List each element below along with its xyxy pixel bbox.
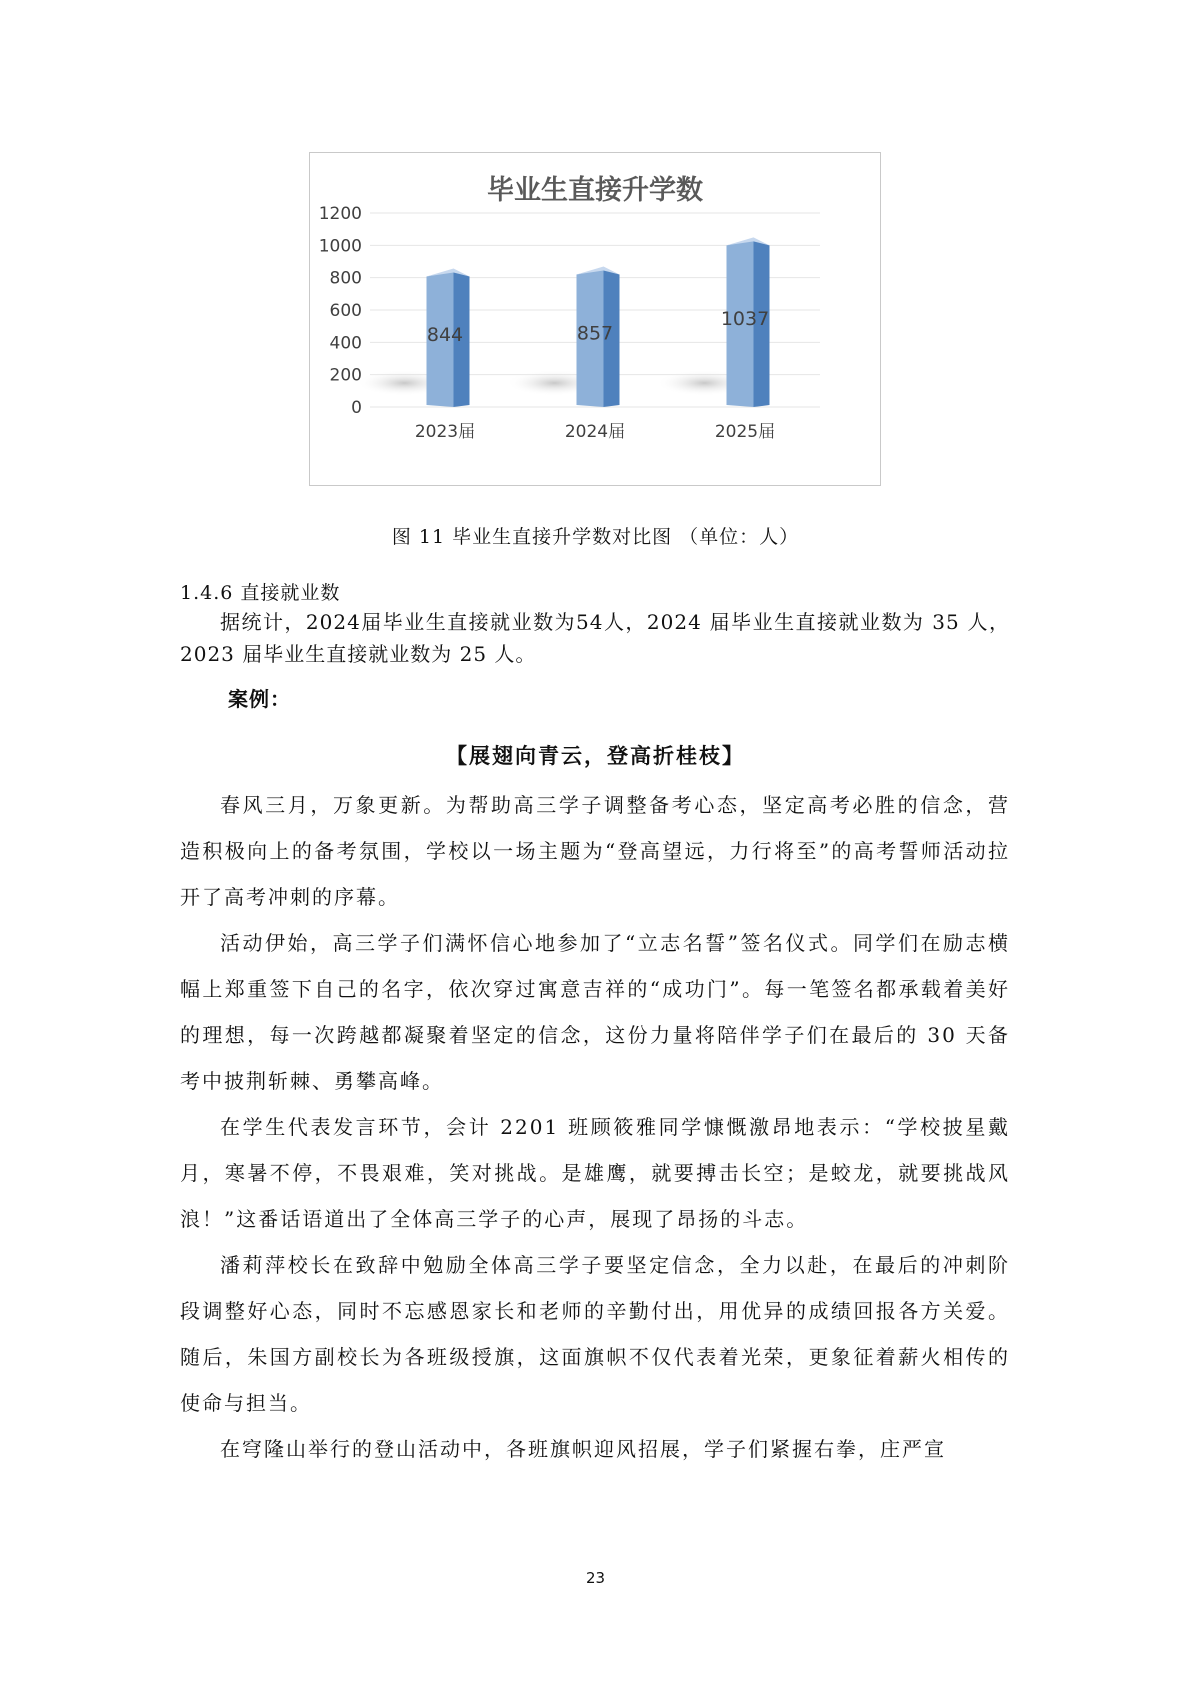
x-category-label: 2023届: [414, 422, 476, 442]
y-tick-label: 1200: [318, 204, 362, 224]
chart-title: 毕业生直接升学数: [487, 175, 703, 206]
case-label: 案例：: [228, 687, 291, 711]
y-tick-label: 200: [329, 365, 362, 386]
y-tick-label: 400: [329, 333, 362, 354]
stat-paragraph: 据统计，2024届毕业生直接就业数为54人，2024 届毕业生直接就业数为 35 人，2023 届毕业生直接就业数为 25 人。: [180, 610, 1010, 666]
y-tick-label: 800: [329, 268, 362, 289]
y-tick-label: 0: [351, 398, 362, 418]
bar-value-label: 844: [426, 323, 464, 346]
chart-container: [309, 152, 881, 486]
bar-value-label: 857: [576, 322, 614, 345]
section-heading: 1.4.6 直接就业数: [180, 582, 341, 604]
case-paragraph: 在穹隆山举行的登山活动中，各班旗帜迎风招展，学子们紧握右拳，庄严宣: [220, 1437, 946, 1461]
case-paragraph: 在学生代表发言环节，会计 2201 班顾筱雅同学慷慨激昂地表示：“学校披星戴月，寒暑不停，不畏艰难，笑对挑战。是雄鹰，就要搏击长空；是蛟龙，就要挑战风浪！”这番话语道出了全体高三学子的心声，展现了昂扬的斗志。: [180, 1115, 1010, 1231]
bar-chart: [310, 153, 880, 485]
y-tick-label: 600: [329, 301, 362, 321]
case-body: [180, 782, 1010, 1472]
y-tick-label: 1000: [318, 236, 362, 257]
case-paragraph: 活动伊始，高三学子们满怀信心地参加了“立志名誓”签名仪式。同学们在励志横幅上郑重签下自己的名字，依次穿过寓意吉祥的“成功门”。每一笔签名都承载着美好的理想，每一次跨越都凝聚着坚定的信念，这份力量将陪伴学子们在最后的 30 天备考中披荆斩棘、勇攀高峰。: [180, 931, 1010, 1093]
case-paragraph: 春风三月，万象更新。为帮助高三学子调整备考心态，坚定高考必胜的信念，营造积极向上的备考氛围，学校以一场主题为“登高望远，力行将至”的高考誓师活动拉开了高考冲刺的序幕。: [180, 793, 1010, 909]
figure-caption: 图 11 毕业生直接升学数对比图 （单位：人）: [391, 526, 800, 548]
case-title: 【展翅向青云，登高折桂枝】: [446, 743, 745, 768]
x-category-label: 2025届: [714, 422, 776, 442]
x-category-label: 2024届: [564, 422, 626, 442]
bar-value-label: 1037: [720, 308, 770, 331]
page-number: 23: [585, 1569, 606, 1587]
stat-block: [180, 606, 1010, 670]
case-paragraph: 潘莉萍校长在致辞中勉励全体高三学子要坚定信念，全力以赴，在最后的冲刺阶段调整好心态，同时不忘感恩家长和老师的辛勤付出，用优异的成绩回报各方关爱。随后，朱国方副校长为各班级授旗，这面旗帜不仅代表着光荣，更象征着薪火相传的使命与担当。: [180, 1253, 1010, 1415]
